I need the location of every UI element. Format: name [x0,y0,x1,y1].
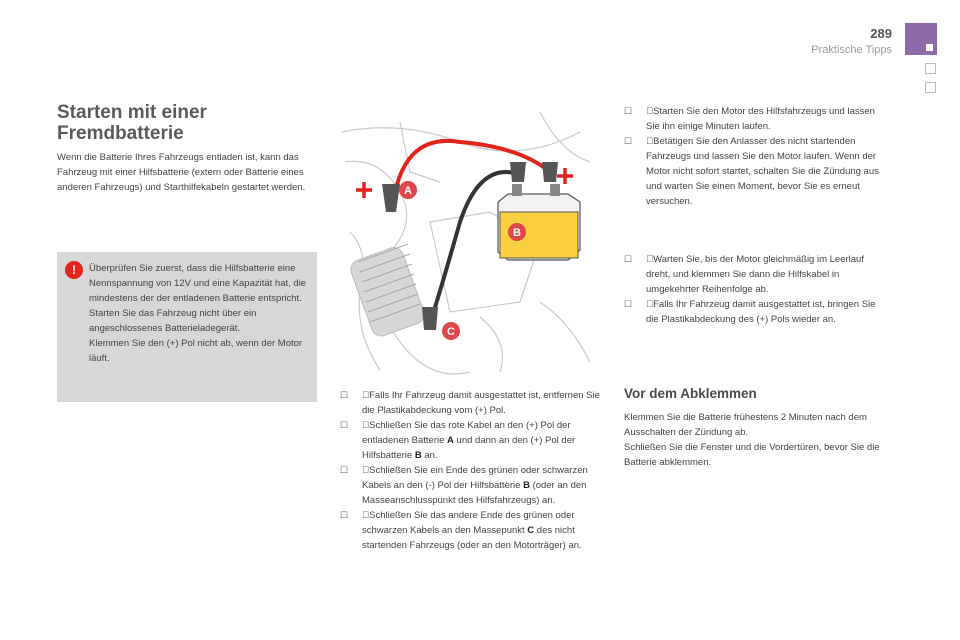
list-item: ☐ Falls Ihr Fahrzeug damit ausgestattet ist, entfernen Sie die Plastikabdeckung vom (+) Pol. [340,390,600,416]
warning-line: Klemmen Sie den (+) Pol nicht ab, wenn der Motor läuft. [89,338,303,364]
page-title: Starten mit einer Fremdbatterie [57,102,207,144]
warning-box [57,252,317,402]
section-title: Praktische Tipps [811,44,892,56]
list-item: ☐ Schließen Sie ein Ende des grünen oder schwarzen Kabels an den (-) Pol der Hilfsbatterie B (oder an den Masseanschlusspunkt des Hilfsfahrzeugs) an. [340,465,588,506]
chapter-tab-marker [926,44,933,51]
list-item: ☐ Starten Sie den Motor des Hilfsfahrzeugs und lassen Sie ihn einige Minuten laufen. [624,106,875,132]
bullet-icon: ☐ [624,106,633,116]
list-item: ☐ Schließen Sie das rote Kabel an den (+) Pol der entladenen Batterie A und dann an den (+) Pol der Hilfsbatterie B an. [340,420,576,461]
list-item: ☐ Schließen Sie das andere Ende des grünen oder schwarzen Kabels an den Massepunkt C des nicht startenden Fahrzeugs (oder an den Motorträger) an. [340,510,582,551]
bullet-icon: ☐ [624,299,633,309]
bullet-icon: ☐ [624,254,633,264]
intro-paragraph: Wenn die Batterie Ihres Fahrzeugs entladen ist, kann das Fahrzeug mit einer Hilfsbatterie (extern oder Batterie eines anderen Fahrzeugs) und Starthilfekabeln gestartet werden. [57,152,306,193]
nav-box-2[interactable] [925,82,936,93]
list-item: ☐ Falls Ihr Fahrzeug damit ausgestattet ist, bringen Sie die Plastikabdeckung des (+) Pols wieder an. [624,299,876,325]
nav-box-1[interactable] [925,63,936,74]
warning-line: Starten Sie das Fahrzeug nicht über ein angeschlossenes Batterieladegerät. [89,308,257,334]
list-item: ☐ Betätigen Sie den Anlasser des nicht startenden Fahrzeugs und lassen Sie den Motor laufen. Wenn der Motor nicht sofort startet, schalten Sie die Zündung aus und warten Sie einen Moment, bevor Sie es erneut versuchen. [624,136,879,207]
middle-steps [340,388,605,553]
battery-drawing [498,184,580,260]
bullet-icon: ☐ [340,510,349,520]
label-c: C [447,326,455,338]
subsection-line: Schließen Sie die Fenster und die Vordertüren, bevor Sie die Batterie abklemmen. [624,442,880,468]
bullet-icon: ☐ [624,136,633,146]
bullet-icon: ☐ [340,390,349,400]
warning-line: Überprüfen Sie zuerst, dass die Hilfsbatterie eine Nennspannung von 12V und eine Kapazität hat, die mindestens der der entladenen Batterie entspricht. [89,263,307,304]
page-number: 289 [870,26,892,41]
jump-start-illustration [340,102,602,380]
label-b: B [513,227,521,239]
bullet-icon: ☐ [340,465,349,475]
subsection-title: Vor dem Abklemmen [624,386,757,401]
subsection-line: Klemmen Sie die Batterie frühestens 2 Minuten nach dem Ausschalten der Zündung ab. [624,412,867,438]
label-a: A [404,185,412,197]
right-steps-top [624,104,886,209]
right-steps-mid [624,252,886,327]
bullet-icon: ☐ [340,420,349,430]
list-item: ☐ Warten Sie, bis der Motor gleichmäßig im Leerlauf dreht, und klemmen Sie dann die Hilfskabel in umgekehrter Reihenfolge ab. [624,254,864,295]
warning-text [89,261,311,366]
subsection-text [624,410,886,470]
exclamation-icon: ! [65,261,83,279]
